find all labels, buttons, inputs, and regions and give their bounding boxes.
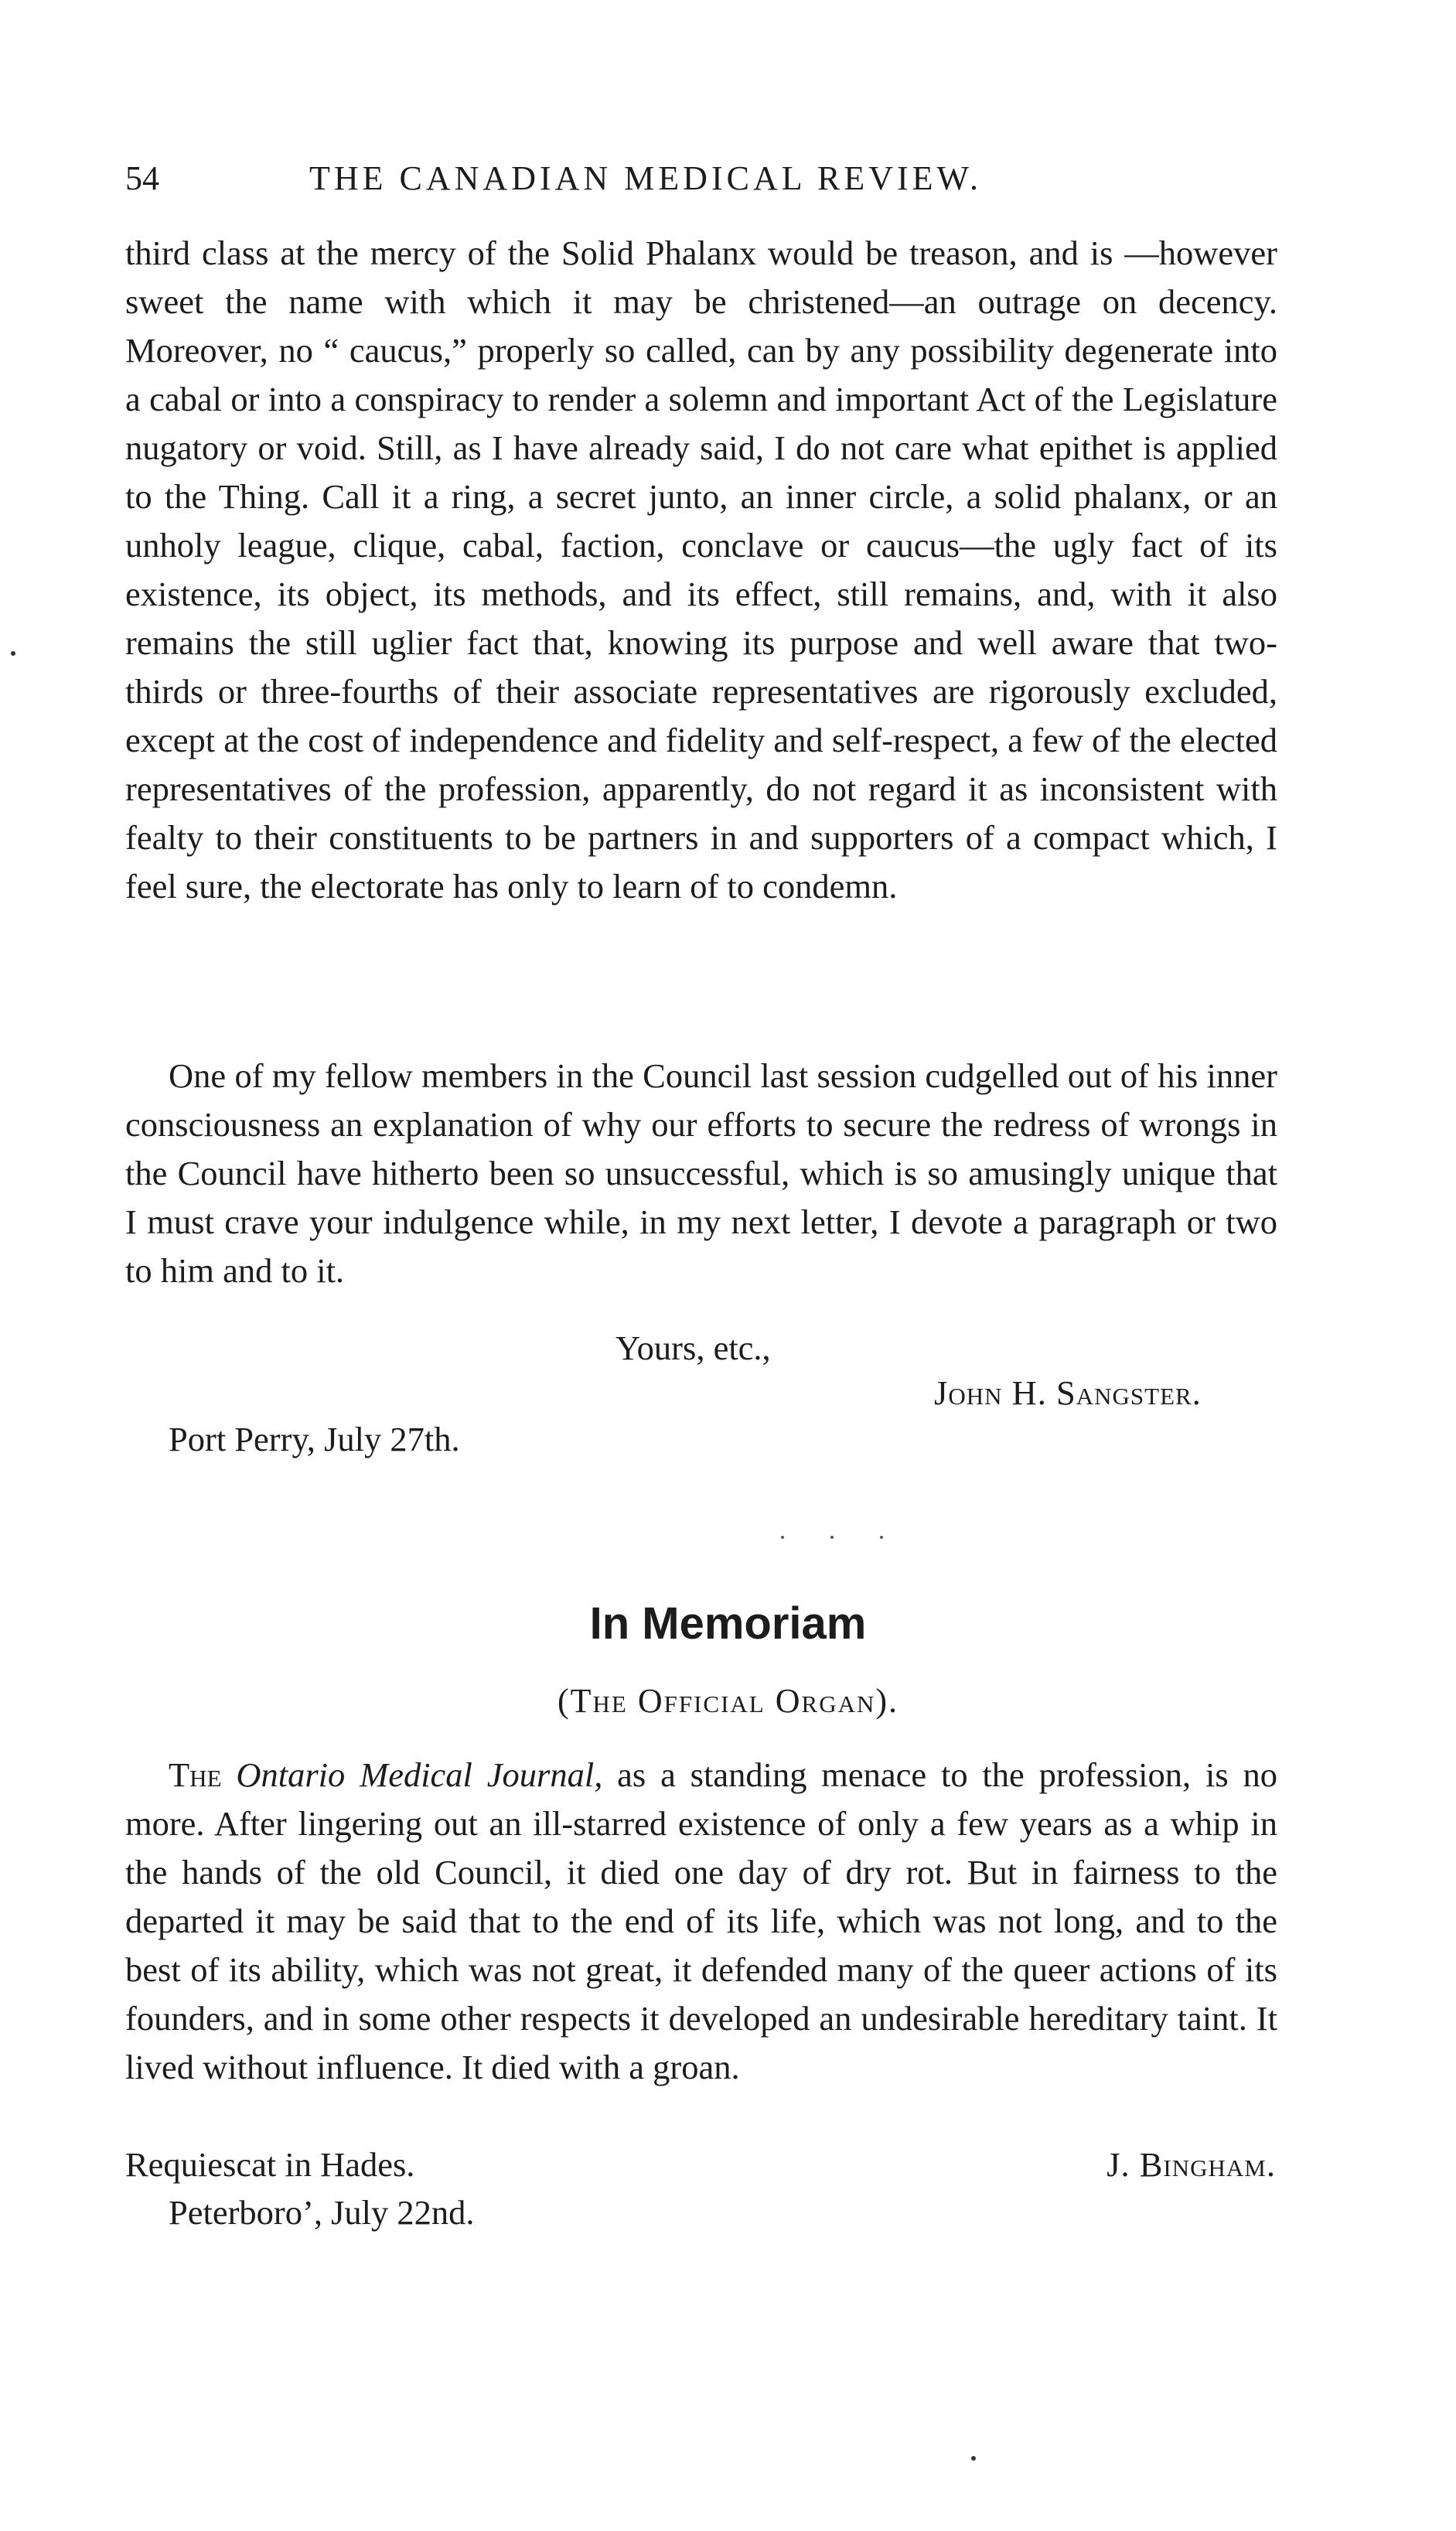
journal-name: Ontario Medical Journal, [236,1755,603,1794]
memoriam-paragraph [125,1751,1277,2092]
memoriam-dateline: Peterboro’, July 22nd. [169,2193,475,2232]
letter-signature: John H. Sangster. [934,1373,1202,1412]
letter-paragraph-1: third class at the mercy of the Solid Phalanx would be treason, and is —however sweet the name with which it may be christened—an outrage on decency. Moreover, no “ caucus,” properly so called, can by any possibility degenerate into a cabal or into a conspiracy to render a solemn and important Act of the Legislature nugatory or void. Still, as I have already said, I do not care what epithet is applied to the Thing. Call it a ring, a secret junto, an inner circle, a solid phalanx, or an unholy league, clique, cabal, faction, conclave or caucus—the ugly fact of its existence, its object, its methods, and its effect, still remains, and, with it also remains the still uglier fact that, knowing its purpose and well aware that two-thirds or three-fourths of their associate representatives are rigorously excluded, except at the cost of independence and fidelity and self-respect, a few of the elected representatives of the profession, apparently, do not regard it as inconsistent with fealty to their constituents to be partners in and supporters of a compact which, I feel sure, the electorate has only to learn of to condemn. [125,234,1277,906]
memoriam-paragraph-text: as a standing menace to the profession, is no more. After lingering out an ill-starred existence of only a few years as a whip in the hands of the old Council, it died one day of dry rot. But in fairness to the departed it may be said that to the end of its life, which was not long, and to the best of its ability, which was not great, it defended many of the queer actions of its founders, and in some other respects it developed an undesirable hereditary taint. It lived without influence. It died with a groan. [125,1755,1277,2086]
print-speck [11,651,15,656]
memoriam-closing-line [125,2140,1277,2189]
lead-word: The [169,1755,222,1794]
journal-title: THE CANADIAN MEDICAL REVIEW. [309,159,982,197]
letter-paragraph-2: One of my fellow members in the Council last session cudgelled out of his inner consciousness an explanation of why our efforts to secure the redress of wrongs in the Council have hitherto been so unsuccessful, which is so amusingly unique that I must crave your indulgence while, in my next letter, I devote a paragraph or two to him and to it. [125,1056,1277,1290]
memoriam-signature: J. Bingham. [1106,2145,1276,2184]
running-header [125,152,1277,206]
divider-dot [830,1536,834,1539]
page-number: 54 [125,159,159,197]
letter-dateline: Port Perry, July 27th. [169,1420,460,1458]
divider-dot [781,1536,784,1539]
article-subtitle: (The Official Organ). [557,1682,899,1720]
letter-valediction: Yours, etc., [615,1329,771,1367]
memoriam-closing-text: Requiescat in Hades. [125,2145,415,2184]
print-speck [971,2456,976,2461]
section-divider [781,1536,897,1540]
divider-dot [880,1536,883,1539]
article-title: In Memoriam [589,1598,867,1649]
